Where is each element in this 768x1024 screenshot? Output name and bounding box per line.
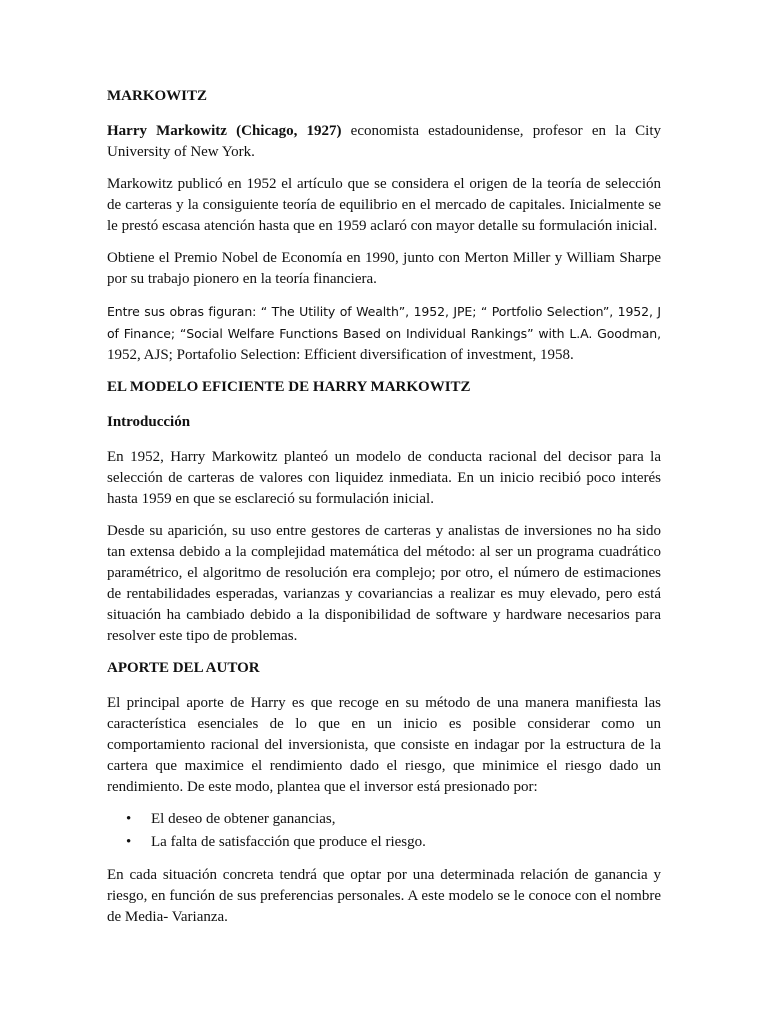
- paragraph-nobel: Obtiene el Premio Nobel de Economía en 1990, junto con Merton Miller y William Sharpe por su trabajo pionero en la teoría financiera.: [107, 250, 661, 287]
- bio-text: economista estadounidense, profesor en la City University of New York.: [107, 123, 661, 160]
- document-title: MARKOWITZ: [107, 88, 208, 104]
- subheading-introduccion: Introducción: [107, 414, 191, 430]
- closing-paragraph: En cada situación concreta tendrá que optar por una determinada relación de ganancia y riesgo, en función de sus preferencias personales. A este modelo se le conoce con el nombre de Media- Varianza.: [107, 867, 661, 925]
- intro-paragraph-1: En 1952, Harry Markowitz planteó un modelo de conducta racional del decisor para la selección de carteras de valores con liquidez inmediata. En un inicio recibió poco interés hasta 1959 en que se esclareció su formulación inicial.: [107, 449, 661, 507]
- list-item-text: El deseo de obtener ganancias,: [151, 811, 336, 827]
- intro-paragraph-2: Desde su aparición, su uso entre gestores de carteras y analistas de inversiones no ha sido tan extensa debido a la complejidad matemática del método: al ser un programa cuadrático paramétrico, el algoritmo de resolución era complejo; por otro, el número de estimaciones de rentabilidades esperadas, varianzas y covariancias a realizar es muy elevado, pero está situación ha cambiado debido a la disponibilidad de software y hardware necesarios para resolver este tipo de problemas.: [107, 523, 661, 644]
- bio-name: Harry Markowitz (Chicago, 1927): [107, 123, 342, 139]
- bio-paragraph: [107, 121, 661, 163]
- bullet-list: [107, 809, 661, 853]
- bullet-icon: •: [126, 811, 132, 827]
- list-item: [107, 832, 661, 853]
- list-item: [107, 809, 661, 830]
- works-sans-text: Entre sus obras figuran: “ The Utility of Wealth”, 1952, JPE; “ Portfolio Selection”, 1952, J of Finance; “Social Welfare Functions Based on Individual Rankings” with L.A. Goodman,: [107, 304, 661, 341]
- paragraph-publication: Markowitz publicó en 1952 el artículo que se considera el origen de la teoría de selección de carteras y la consiguiente teoría de equilibrio en el mercado de capitales. Inicialmente se le prestó escasa atención hasta que en 1959 aclaró con mayor detalle su formulación inicial.: [107, 176, 661, 234]
- section-heading-aporte: APORTE DEL AUTOR: [107, 660, 260, 676]
- bullet-icon: •: [126, 834, 132, 850]
- list-item-text: La falta de satisfacción que produce el riesgo.: [151, 834, 426, 850]
- paragraph-works: [107, 301, 661, 366]
- works-serif-text: 1952, AJS; Portafolio Selection: Efficient diversification of investment, 1958.: [107, 347, 574, 363]
- aporte-paragraph: El principal aporte de Harry es que recoge en su método de una manera manifiesta las característica esenciales de lo que en un inicio es posible considerar como un comportamiento racional del inversionista, que consiste en indagar por la estructura de la cartera que maximice el rendimiento dado el riesgo, que minimice el riesgo dado un rendimiento. De este modo, plantea que el inversor está presionado por:: [107, 695, 661, 795]
- section-heading-modelo: EL MODELO EFICIENTE DE HARRY MARKOWITZ: [107, 379, 471, 395]
